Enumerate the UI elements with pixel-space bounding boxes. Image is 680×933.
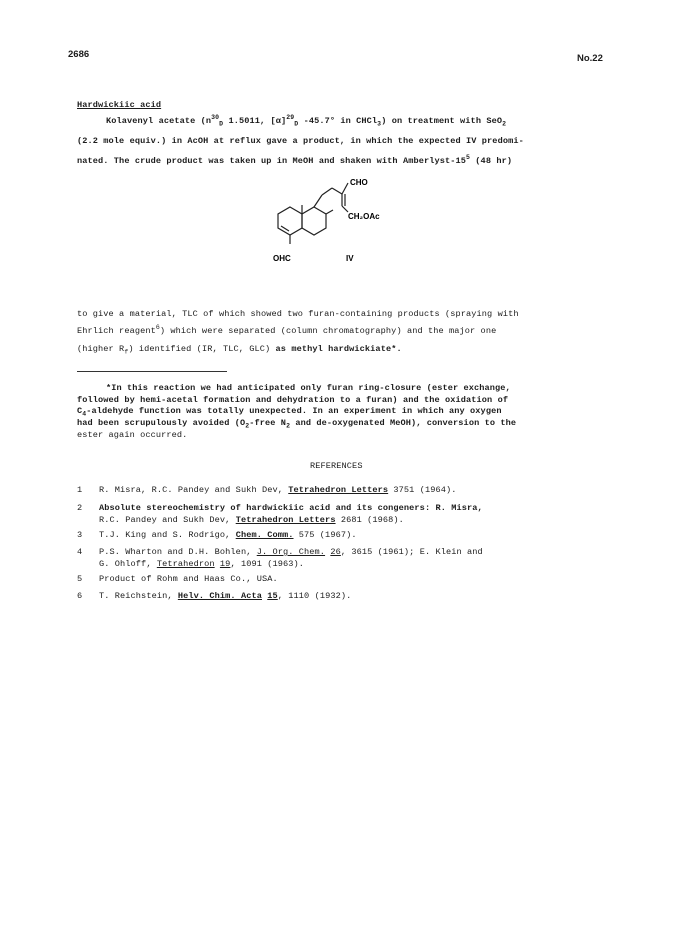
- reference-2-line-1: Absolute stereochemistry of hardwickiic acid and its congeners: R. Misra,: [99, 503, 483, 513]
- label-ohc: OHC: [273, 254, 291, 263]
- section-heading: Hardwickiic acid: [77, 100, 162, 110]
- reference-3-number: 3: [77, 530, 83, 540]
- reference-5-number: 5: [77, 574, 83, 584]
- reference-5: Product of Rohm and Haas Co., USA.: [99, 574, 278, 584]
- reference-2-line-2: R.C. Pandey and Sukh Dev, Tetrahedron Letters 2681 (1968).: [99, 515, 404, 525]
- references-heading: REFERENCES: [310, 461, 363, 471]
- label-compound-iv: IV: [346, 254, 354, 263]
- reference-4-line-1: P.S. Wharton and D.H. Bohlen, J. Org. Chem. 26, 3615 (1961); E. Klein and: [99, 547, 483, 557]
- reference-2-number: 2: [77, 503, 83, 513]
- footnote-line-3: $C_4$-aldehyde function was totally unexpected. In an experiment in which any oxygen: [77, 406, 502, 418]
- ring-a: [278, 207, 302, 235]
- reference-3: T.J. King and S. Rodrigo, Chem. Comm. 575 (1967).: [99, 530, 357, 540]
- label-ch2oac: CH₂OAc: [348, 212, 380, 221]
- page-number: 2686: [68, 49, 90, 60]
- paragraph-2-line-1: to give a material, TLC of which showed two furan-containing products (spraying with: [77, 309, 519, 319]
- paragraph-1-line-3: nated. The crude product was taken up in MeOH and shaken with Amberlyst-$15^5$ (48 hr): [77, 154, 513, 166]
- reference-1-number: 1: [77, 485, 83, 495]
- label-cho: CHO: [350, 178, 368, 187]
- paragraph-1-line-2: (2.2 mole equiv.) in AcOH at reflux gave a product, in which the expected IV predomi-: [77, 136, 524, 146]
- reference-6-number: 6: [77, 591, 83, 601]
- paragraph-1-line-1: Kolavenyl acetate ($n^{30}_D$ 1.5011, $[\alpha]^{29}_D$ -45.7° in CHCl$_3$) on treatment with SeO$_2$: [106, 114, 507, 128]
- footnote-divider: [77, 371, 227, 372]
- structure-iv-diagram: [250, 172, 420, 272]
- paragraph-2-line-3: (higher $R_f$) identified (IR, TLC, GLC) as methyl hardwickiate*.: [77, 344, 402, 356]
- footnote-line-1: *In this reaction we had anticipated only furan ring-closure (ester exchange,: [106, 383, 511, 393]
- reference-4-line-2: G. Ohloff, Tetrahedron 19, 1091 (1963).: [99, 559, 305, 569]
- footnote-line-4: had been scrupulously avoided ($O_2$-free $N_2$ and de-oxygenated MeOH), conversion to the: [77, 418, 517, 430]
- footnote-line-2: followed by hemi-acetal formation and dehydration to a furan) and the oxidation of: [77, 395, 509, 405]
- reference-4-number: 4: [77, 547, 83, 557]
- reference-6: T. Reichstein, Helv. Chim. Acta 15, 1110 (1932).: [99, 591, 352, 601]
- ring-b: [302, 207, 326, 235]
- paragraph-2-line-2: Ehrlich reagent$^6$) which were separated (column chromatography) and the major one: [77, 324, 497, 336]
- footnote-line-5: ester again occurred.: [77, 430, 188, 440]
- reference-1: R. Misra, R.C. Pandey and Sukh Dev, Tetrahedron Letters 3751 (1964).: [99, 485, 457, 495]
- journal-issue: No.22: [577, 53, 603, 64]
